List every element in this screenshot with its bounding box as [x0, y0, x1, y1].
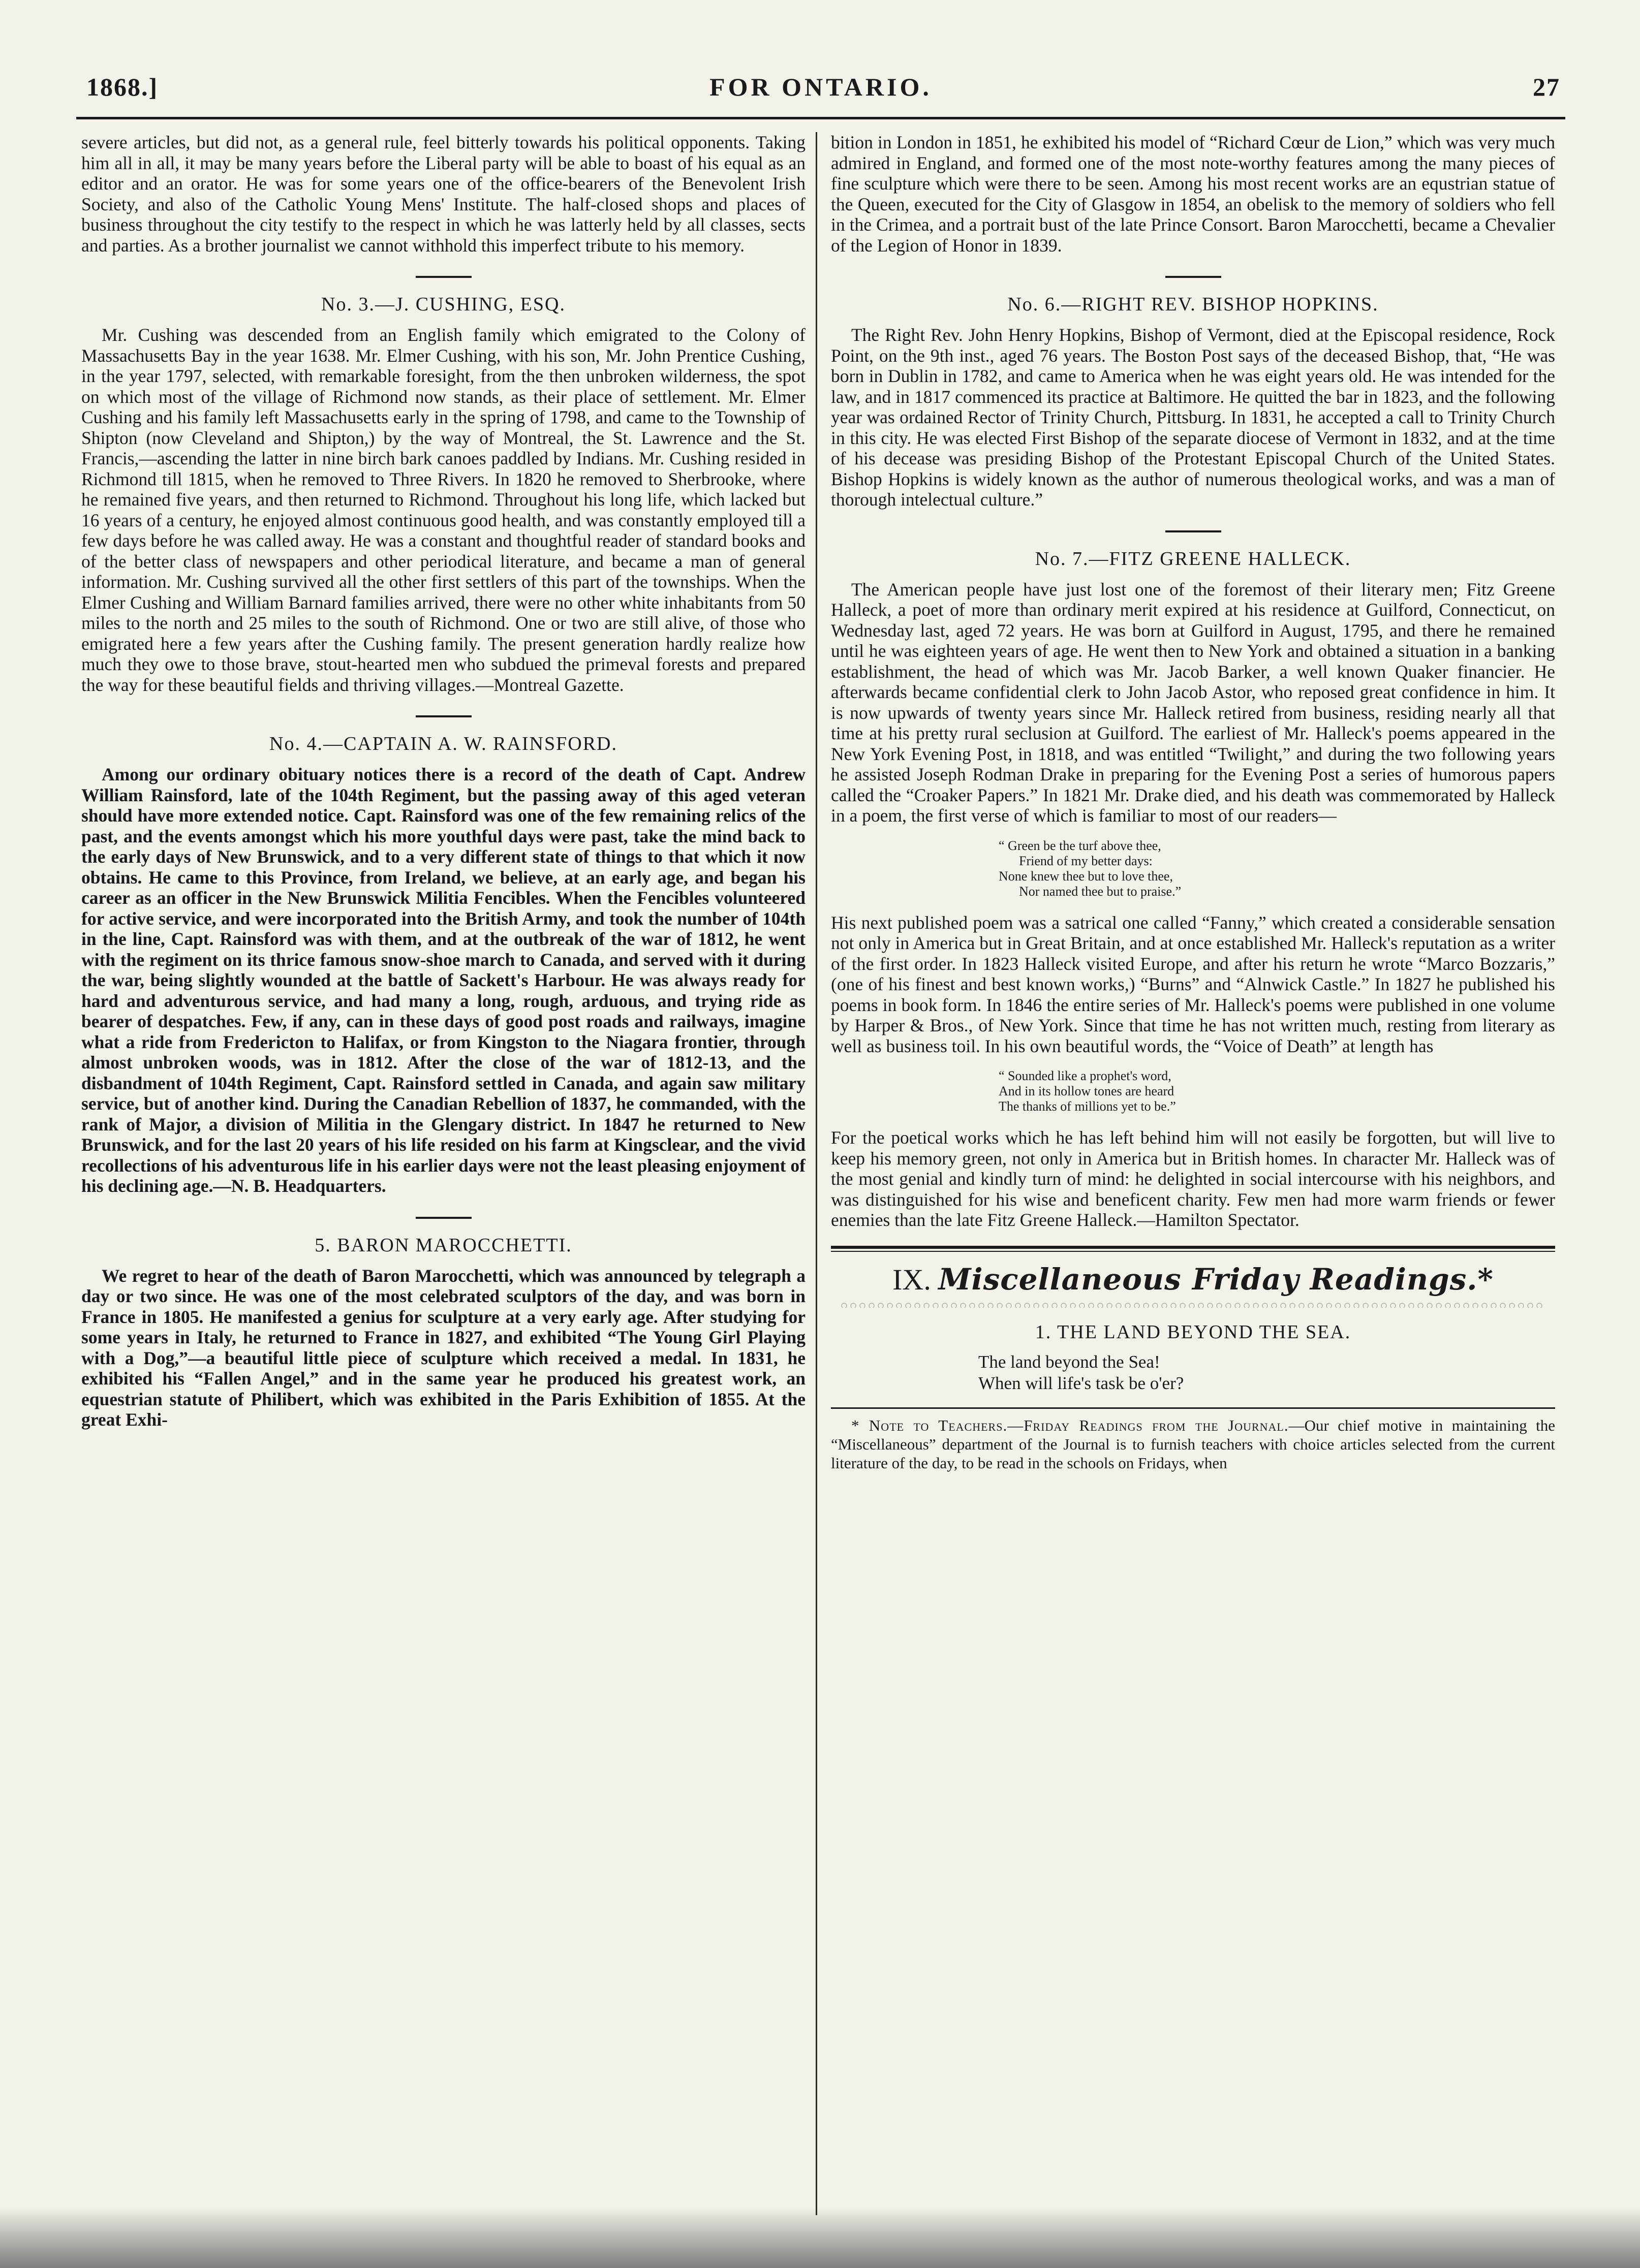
land-beyond-sea-heading: 1. THE LAND BEYOND THE SEA.	[1035, 1321, 1351, 1343]
marocchetti-continued: bition in London in 1851, he exhibited his model of “Richard Cœur de Lion,” which was very much admired in England, and formed one of the most note-worthy features among the many pieces of fine sculpture which were there to be seen. Among his most recent works are an equstrian statue of the Queen, executed for the City of Glasgow in 1854, an obelisk to the memory of soldiers who fell in the Crimea, and a portrait bust of the late Prince Consort. Baron Marocchetti, became a Chevalier of the Legion of Honor in 1839.	[831, 132, 1555, 256]
marocchetti-paragraph: We regret to hear of the death of Baron Marocchetti, which was announced by telegraph a day or two since. He was one of the most celebrated sculptors of the day, and was born in France in 1805. He manifested a genius for sculpture at a very early age. After studying for some years in Italy, he returned to France in 1827, and exhibited “The Young Girl Playing with a Dog,”—a beautiful little piece of sculpture which received a medal. In 1831, he exhibited his “Fallen Angel,” and in the same year he produced his greatest work, an equestrian statute of Philibert, which was exhibited in the Paris Exhibition of 1855. At the great Exhi-	[81, 1265, 806, 1430]
poem-line: “ Green be the turf above thee,	[999, 838, 1161, 853]
section-rule-thin	[831, 1251, 1555, 1252]
footnote-lead: * Note to Teachers.—Friday Readings from the Journal.	[851, 1416, 1289, 1434]
poem-line: The thanks of millions yet to be.”	[999, 1099, 1176, 1114]
header-year: 1868.]	[86, 73, 159, 101]
halleck-paragraph-1: The American people have just lost one of the foremost of their literary men; Fitz Greene Halleck, a poet of more than ordinary merit expired at his residence at Guilford, Connecticut, on Wednesday last, aged 72 years. He was born at Guilford in August, 1795, and there he remained until he was eighteen years of age. He went then to New York and obtained a situation in a banking establishment, the head of which was Mr. Jacob Barker, a well known Quaker financier. He afterwards became confidential clerk to John Jacob Astor, who reposed great confidence in him. It is now upwards of twenty years since Mr. Halleck retired from business, residing nearly all that time at his pretty rural seclusion at Guilford. The earliest of Mr. Halleck's poems appeared in the New York Evening Post, in 1818, and was entitled “Twilight,” and during the two following years he assisted Joseph Rodman Drake in preparing for the Evening Post a series of humorous papers called the “Croaker Papers.” In 1821 Mr. Drake died, and his death was commemorated by Halleck in a poem, the first verse of which is familiar to most of our readers—	[831, 579, 1555, 826]
section-title: Miscellaneous Friday Readings.*	[938, 1262, 1494, 1297]
header-page-number: 27	[1533, 73, 1560, 101]
footnote	[831, 1416, 1555, 1472]
section-number: IX.	[892, 1263, 931, 1296]
column-divider	[816, 132, 817, 2215]
verse-line: The land beyond the Sea!	[978, 1351, 1160, 1372]
intro-paragraph: severe articles, but did not, as a general rule, feel bitterly towards his political opponents. Taking him all in all, it may be many years before the Liberal party will be able to boast of his equal as an editor and an orator. He was for some years one of the office-bearers of the Benevolent Irish Society, and also of the Catholic Young Mens' Institute. The half-closed shops and places of business throughout the city testify to the respect in which he was latterly held by all classes, sects and parties. As a brother journalist we cannot withhold this imperfect tribute to his memory.	[81, 132, 806, 256]
section-separator	[416, 1217, 472, 1219]
section-separator	[1165, 276, 1221, 278]
rainsford-heading: No. 4.—CAPTAIN A. W. RAINSFORD.	[269, 733, 617, 754]
cushing-paragraph: Mr. Cushing was descended from an English family which emigrated to the Colony of Massachusetts Bay in the year 1638. Mr. Elmer Cushing, with his son, Mr. John Prentice Cushing, in the year 1797, selected, with remarkable foresight, from the then unbroken wilderness, the spot on which most of the village of Richmond now stands, as their place of settlement. Mr. Elmer Cushing and his family left Massachusetts early in the spring of 1798, and came to the Township of Shipton (now Cleveland and Shipton,) by the way of Montreal, the St. Lawrence and the St. Francis,—ascending the latter in nine birch bark canoes paddled by Indians. Mr. Cushing resided in Richmond till 1815, when he removed to Three Rivers. In 1820 he removed to Sherbrooke, where he remained five years, and then returned to Richmond. Throughout his long life, which lacked but 16 years of a century, he enjoyed almost continuous good health, and was constantly employed till a few days before he was called away. He was a constant and thoughtful reader of standard books and of the better class of newspapers and other periodical literature, and became a man of general information. Mr. Cushing survived all the other first settlers of this part of the townships. When the Elmer Cushing and William Barnard families arrived, there were no other white inhabitants from 50 miles to the north and 25 miles to the south of Richmond. One or two are still alive, of those who emigrated here a few years after the Cushing family. The present generation hardly realize how much they owe to those brave, stout-hearted men who subdued the primeval forests and prepared the way for these beautiful fields and thriving villages.—Montreal Gazette.	[81, 325, 806, 695]
footnote-rule	[831, 1407, 1555, 1409]
halleck-paragraph-2: His next published poem was a satrical one called “Fanny,” which created a considerable sensation not only in America but in Great Britain, and at once established Mr. Halleck's reputation as a writer of the first order. In 1823 Halleck visited Europe, and after his return he wrote “Marco Bozzaris,” (one of his finest and best known works,) “Burns” and “Alnwick Castle.” In 1827 he published his poems in book form. In 1846 the entire series of Mr. Halleck's poems were published in one volume by Harper & Bros., of New York. Since that time he has not written much, resting from literary as well as business toil. In his own beautiful words, the “Voice of Death” at length has	[831, 912, 1555, 1056]
section-separator	[416, 276, 472, 278]
cushing-heading: No. 3.—J. CUSHING, ESQ.	[321, 294, 566, 315]
marocchetti-heading: 5. BARON MAROCCHETTI.	[315, 1234, 572, 1256]
header-title: FOR ONTARIO.	[709, 73, 932, 101]
hopkins-paragraph: The Right Rev. John Henry Hopkins, Bishop of Vermont, died at the Episcopal residence, Rock Point, on the 9th inst., aged 76 years. The Boston Post says of the deceased Bishop, that, “He was born in Dublin in 1782, and came to America when he was eight years old. He was intended for the law, and in 1817 commenced its practice at Baltimore. He quitted the bar in 1823, and the following year was ordained Rector of Trinity Church, Pittsburg. In 1831, he accepted a call to Trinity Church in this city. He was elected First Bishop of the separate diocese of Vermont in 1832, and at the time of his decease was presiding Bishop of the Protestant Episcopal Church of the United States. Bishop Hopkins is widely known as the author of numerous theological works, and was a man of thorough intelectual culture.”	[831, 325, 1555, 510]
verse-line: When will life's task be o'er?	[978, 1373, 1184, 1393]
right-column	[831, 132, 1555, 2215]
section-rule-thick	[831, 1246, 1555, 1249]
running-head	[76, 61, 1565, 119]
land-beyond-sea-verse	[978, 1351, 1555, 1394]
hopkins-heading: No. 6.—RIGHT REV. BISHOP HOPKINS.	[1007, 294, 1379, 315]
halleck-heading: No. 7.—FITZ GREENE HALLECK.	[1035, 548, 1351, 570]
section-separator	[416, 715, 472, 717]
poem-line: “ Sounded like a prophet's word,	[999, 1068, 1171, 1083]
poem-line: Friend of my better days:	[1019, 853, 1153, 868]
section-ix-heading	[831, 1262, 1555, 1297]
halleck-paragraph-3: For the poetical works which he has left behind him will not easily be forgotten, but will live to keep his memory green, not only in America but in British homes. In character Mr. Halleck was of the most genial and kindly turn of mind: he delighted in social intercourse with his neighbors, and was distinguished for his wise and beneficent charity. Few men had more warm friends or fewer enemies than the late Fitz Greene Halleck.—Hamilton Spectator.	[831, 1127, 1555, 1230]
poem-line: None knew thee but to love thee,	[999, 868, 1173, 884]
section-separator	[1165, 530, 1221, 532]
page-bottom-shadow	[0, 2207, 1640, 2268]
poem-line: Nor named thee but to praise.”	[1019, 884, 1182, 899]
poem-green-be-the-turf	[999, 838, 1555, 899]
poem-line: And in its hollow tones are heard	[999, 1084, 1174, 1098]
columns	[76, 132, 1565, 2215]
rainsford-paragraph: Among our ordinary obituary notices there is a record of the death of Capt. Andrew William Rainsford, late of the 104th Regiment, but the passing away of this aged veteran should have more extended notice. Capt. Rainsford was one of the few remaining relics of the past, and the events amongst which his more youthful days were past, take the mind back to the early days of New Brunswick, and to a very different state of things to that which it now obtains. He came to this Province, from Ireland, we believe, at an early age, and began his career as an officer in the New Brunswick Militia Fencibles. When the Fencibles volunteered for active service, and were incorporated into the British Army, and took the number of 104th in the line, Capt. Rainsford was with them, and at the outbreak of the war of 1812, he went with the regiment on its thrice famous snow-shoe march to Canada, and served with it during the war, being slightly wounded at the battle of Sackett's Harbour. He was always ready for hard and adventurous service, and had many a long, rough, arduous, and trying ride as bearer of despatches. Few, if any, can in these days of good post roads and railways, imagine what a ride from Fredericton to Halifax, or from Kingston to the Niagara frontier, through almost unbroken woods, was in 1812. After the close of the war of 1812-13, and the disbandment of 104th Regiment, Capt. Rainsford settled in Canada, and again saw military service, but of another kind. During the Canadian Rebellion of 1837, he commanded, with the rank of Major, a division of Militia in the Glengary district. In 1847 he returned to New Brunswick, and for the last 20 years of his life resided on his farm at Kingsclear, and the vivid recollections of his adventurous life in his earlier days were not the least pleasing enjoyment of his declining age.—N. B. Headquarters.	[81, 764, 806, 1196]
newspaper-page	[76, 61, 1565, 2215]
left-column	[81, 132, 806, 2215]
ornamental-wavy-rule	[841, 1301, 1545, 1308]
footnote-body: —Our chief motive in maintaining the “Miscellaneous” department of the Journal is to furnish teachers with choice articles selected from the current literature of the day, to be read in the schools on Fridays, when	[831, 1416, 1555, 1472]
poem-voice-of-death	[999, 1068, 1555, 1114]
